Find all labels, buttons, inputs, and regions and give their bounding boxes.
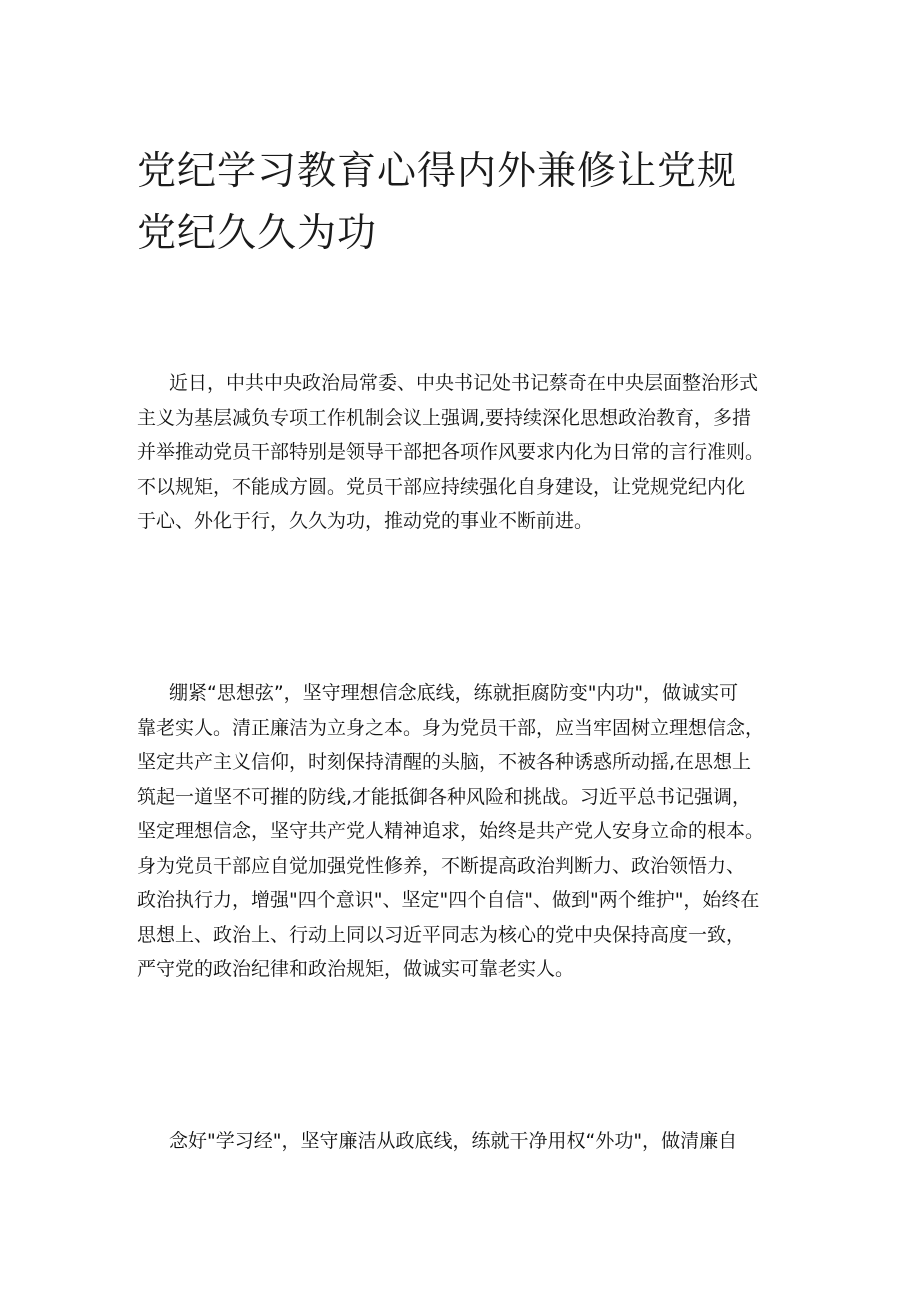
paragraph-line: 不以规矩，不能成方圆。党员干部应持续强化自身建设，让党规党纪内化	[137, 475, 746, 498]
paragraph-line: 筑起一道坚不可摧的防线,才能抵御各种风险和挑战。习近平总书记强调，	[137, 785, 752, 808]
paragraph-line: 于心、外化于行，久久为功，推动党的事业不断前进。	[137, 510, 594, 532]
paragraph-line: 思想上、政治上、行动上同以习近平同志为核心的党中央保持高度一致，	[137, 923, 746, 946]
paragraph-line: 靠老实人。清正廉洁为立身之本。身为党员干部，应当牢固树立理想信念，	[137, 716, 765, 739]
paragraph-intro	[137, 366, 797, 539]
paragraph-line: 念好"学习经"，坚守廉洁从政底线，练就干净用权“外功"，做清廉自	[169, 1130, 738, 1152]
paragraph-line: 政治执行力，增强"四个意识"、坚定"四个自信"、做到"两个维护"，始终在	[137, 889, 760, 911]
paragraph-study	[137, 1124, 797, 1159]
paragraph-line: 坚定共产主义信仰，时刻保持清醒的头脑，不被各种诱惑所动摇,在思想上	[137, 751, 752, 773]
paragraph-line: 身为党员干部应自觉加强党性修养，不断提高政治判断力、政治领悟力、	[137, 854, 746, 877]
document-title	[137, 141, 797, 265]
paragraph-line: 并举推动党员干部特别是领导干部把各项作风要求内化为日常的言行准则。	[137, 441, 765, 463]
title-line: 党纪学习教育心得内外兼修让党规	[137, 149, 738, 194]
title-line: 党纪久久为功	[137, 211, 378, 256]
paragraph-line: 主义为基层减负专项工作机制会议上强调,要持续深化思想政治教育，多措	[137, 406, 752, 429]
paragraph-ideology	[137, 676, 797, 987]
paragraph-line: 严守党的政治纪律和政治规矩，做诚实可靠老实人。	[137, 958, 575, 980]
paragraph-line: 坚定理想信念，坚守共产党人精神追求，始终是共产党人安身立命的根本。	[137, 820, 765, 842]
paragraph-line: 近日，中共中央政治局常委、中央书记处书记蔡奇在中央层面整治形式	[169, 372, 759, 394]
paragraph-line: 绷紧“思想弦”，坚守理想信念底线，练就拒腐防变"内功"，做诚实可	[169, 682, 739, 704]
